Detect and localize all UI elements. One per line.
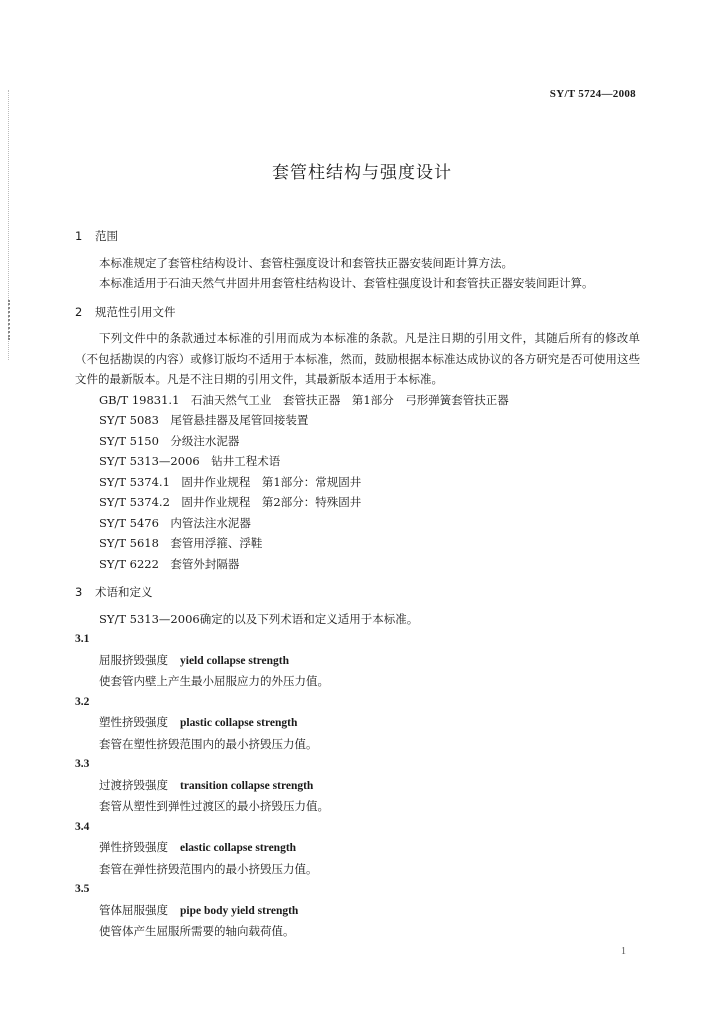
section-title: 规范性引用文件 (95, 304, 176, 319)
reference-item: SY/T 6222 套管外封隔器 (99, 556, 240, 571)
term-zh: 弹性挤毁强度 (99, 840, 168, 854)
reference-item: GB/T 19831.1 石油天然气工业 套管扶正器 第1部分 弓形弹簧套管扶正器 (99, 392, 509, 407)
term-definition: 套管在弹性挤毁范围内的最小挤毁压力值。 (99, 861, 318, 876)
document-title: 套管柱结构与强度设计 (272, 163, 452, 183)
term-number: 3.5 (75, 883, 90, 895)
section-number: 3 (75, 585, 83, 599)
section-number: 1 (75, 229, 83, 243)
term-number: 3.1 (75, 633, 90, 645)
reference-item: SY/T 5313—2006 钻井工程术语 (99, 454, 281, 468)
paragraph: 下列文件中的条款通过本标准的引用而成为本标准的条款。凡是注日期的引用文件，其随后所有的修改单（不包括勘误的内容）或修订版均不适用于本标准，然而，鼓励根据本标准达成协议的各方研究是否可使用这些文件的最新版本。凡是不注日期的引用文件，其最新版本适用于本标准。 (75, 331, 640, 386)
section-heading-scope (75, 226, 640, 247)
scan-margin-marks (8, 300, 12, 340)
document-body (75, 226, 640, 942)
section-number: 2 (75, 304, 83, 319)
paragraph: SY/T 5313—2006确定的以及下列术语和定义适用于本标准。 (99, 611, 419, 626)
section-heading-normative-references (75, 302, 640, 323)
reference-item: SY/T 5083 尾管悬挂器及尾管回接装置 (99, 413, 309, 427)
term-name (99, 900, 640, 922)
section-heading-terms-definitions (75, 582, 640, 603)
term-number: 3.2 (75, 695, 90, 708)
term-name (99, 837, 640, 859)
term-zh: 塑性挤毁强度 (99, 715, 168, 729)
term-name (99, 650, 640, 672)
term-zh: 管体屈服强度 (99, 902, 168, 917)
term-definition: 使套管内壁上产生最小屈服应力的外压力值。 (99, 674, 329, 688)
term-definition: 套管在塑性挤毁范围内的最小挤毁压力值。 (99, 736, 318, 751)
term-zh: 过渡挤毁强度 (99, 777, 168, 792)
paragraph: 本标准规定了套管柱结构设计、套管柱强度设计和套管扶正器安装间距计算方法。 (99, 255, 513, 270)
term-en: yield collapse strength (180, 654, 290, 667)
term-en: plastic collapse strength (180, 717, 298, 729)
section-title: 术语和定义 (95, 585, 153, 599)
term-number: 3.3 (75, 758, 90, 770)
reference-item: SY/T 5476 内管法注水泥器 (99, 515, 251, 530)
reference-item: SY/T 5618 套管用浮箍、浮鞋 (99, 536, 263, 550)
reference-item: SY/T 5374.2 固井作业规程 第2部分：特殊固井 (99, 495, 362, 509)
term-en: transition collapse strength (180, 779, 314, 792)
term-definition: 套管从塑性到弹性过渡区的最小挤毁压力值。 (99, 799, 329, 813)
term-en: elastic collapse strength (180, 842, 297, 854)
term-en: pipe body yield strength (180, 904, 299, 917)
term-definition: 使管体产生屈服所需要的轴向载荷值。 (99, 924, 295, 938)
page-number: 1 (621, 946, 626, 957)
standard-code: SY/T 5724—2008 (549, 88, 636, 100)
term-name (99, 775, 640, 797)
term-zh: 屈服挤毁强度 (99, 652, 168, 667)
term-name (99, 712, 640, 734)
section-title: 范围 (95, 229, 118, 243)
term-number: 3.4 (75, 820, 90, 833)
reference-item: SY/T 5150 分级注水泥器 (99, 433, 240, 448)
paragraph: 本标准适用于石油天然气井固井用套管柱结构设计、套管柱强度设计和套管扶正器安装间距计算。 (99, 276, 594, 290)
reference-item: SY/T 5374.1 固井作业规程 第1部分：常规固井 (99, 474, 362, 489)
